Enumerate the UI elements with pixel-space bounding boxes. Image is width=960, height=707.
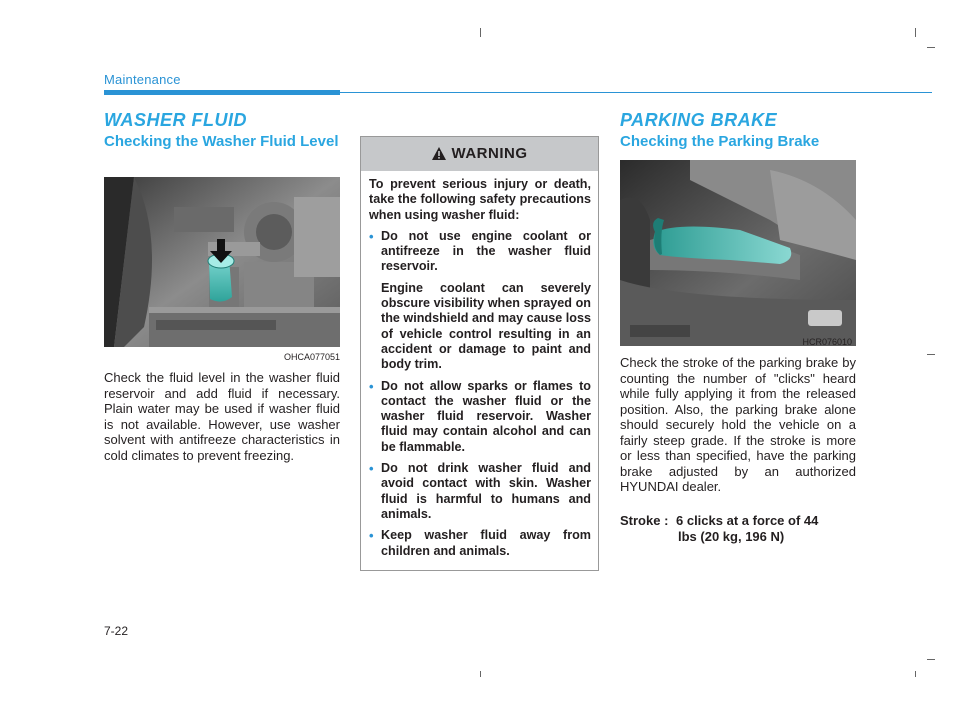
warning-header — [361, 137, 598, 171]
washer-fluid-body: Check the fluid level in the washer fluid reservoir and add fluid if necessary. Plain water may be used if washer fluid is not available. However, use washer solvent with antifreeze characteristics in cold climates to prevent freezing. — [104, 370, 340, 463]
bullet-icon: • — [369, 378, 374, 394]
stroke-label: Stroke : — [620, 513, 669, 528]
engine-bay-illustration — [104, 177, 340, 347]
washer-photo-caption: OHCA077051 — [283, 352, 340, 362]
parking-brake-photo — [620, 160, 856, 346]
washer-reservoir-photo — [104, 177, 340, 347]
washer-fluid-subheading: Checking the Washer Fluid Level — [104, 133, 339, 150]
warning-item-text: Do not use engine coolant or antifreeze in the washer fluid reservoir. — [381, 228, 591, 274]
parking-photo-caption: HCR076010 — [802, 337, 852, 347]
warning-intro: To prevent serious injury or death, take the following safety precautions when using washer fluid: — [369, 177, 591, 222]
crop-mark — [480, 671, 481, 677]
warning-item-text: Keep washer fluid away from children and animals. — [381, 528, 591, 558]
crop-mark — [915, 671, 916, 677]
warning-box — [360, 136, 599, 571]
header-rule-thin — [340, 92, 932, 93]
crop-mark — [927, 47, 935, 48]
stroke-value-line2: lbs (20 kg, 196 N) — [678, 529, 785, 544]
warning-item — [369, 461, 591, 522]
crop-mark — [480, 28, 481, 37]
crop-mark — [927, 354, 935, 355]
parking-brake-subheading: Checking the Parking Brake — [620, 133, 820, 150]
crop-mark — [927, 659, 935, 660]
parking-brake-body: Check the stroke of the parking brake by counting the number of "clicks" heard while fully applying it from the released position. Also, the parking brake alone should securely hold the vehicle on a fairly steep grade. If the stroke is more or less than specified, have the parking brake adjusted by an authorized HYUNDAI dealer. — [620, 355, 856, 494]
stroke-value-line1: 6 clicks at a force of 44 — [676, 513, 819, 528]
washer-fluid-heading: WASHER FLUID — [104, 110, 247, 130]
parking-brake-illustration — [620, 160, 856, 346]
warning-item — [369, 379, 591, 455]
warning-item — [369, 229, 591, 373]
warning-item — [369, 528, 591, 559]
crop-mark — [915, 28, 916, 37]
page-number: 7-22 — [104, 624, 129, 638]
stroke-spec — [620, 513, 856, 545]
warning-item-subtext: Engine coolant can severely obscure visibility when sprayed on the windshield and may cause loss of vehicle control resulting in an accident or damage to paint and body trim. — [381, 280, 591, 372]
section-label: Maintenance — [104, 72, 181, 87]
header-rule-thick — [104, 90, 340, 95]
warning-item-text: Do not drink washer fluid and avoid contact with skin. Washer fluid is harmful to humans and animals. — [381, 461, 591, 521]
warning-triangle-icon — [432, 147, 446, 160]
bullet-icon: • — [369, 528, 374, 544]
bullet-icon: • — [369, 461, 374, 477]
warning-body — [369, 177, 591, 565]
bullet-icon: • — [369, 228, 374, 244]
warning-item-text: Do not allow sparks or flames to contact the washer fluid or the washer fluid reservoir. Washer fluid may contain alcohol and can be flammable. — [381, 378, 591, 454]
warning-title: WARNING — [451, 145, 528, 162]
parking-brake-heading: PARKING BRAKE — [620, 110, 778, 130]
